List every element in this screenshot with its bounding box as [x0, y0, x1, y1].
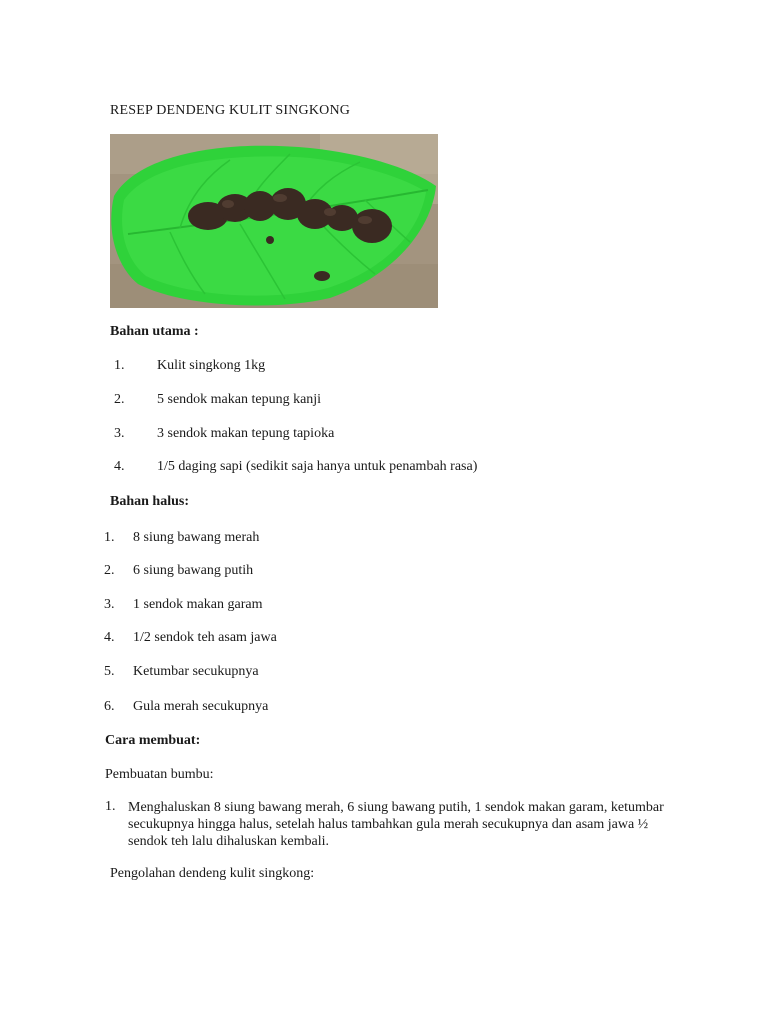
list-text: Gula merah secukupnya — [133, 699, 269, 714]
list-text: Ketumbar secukupnya — [133, 664, 259, 679]
bahan-halus-heading: Bahan halus: — [110, 494, 189, 509]
list-text: 1/2 sendok teh asam jawa — [133, 630, 277, 645]
list-number: 5. — [104, 664, 115, 679]
list-number: 3. — [114, 426, 125, 441]
list-number: 4. — [114, 459, 125, 474]
list-text: 8 siung bawang merah — [133, 530, 260, 545]
list-number: 2. — [104, 563, 115, 578]
list-number: 1. — [114, 358, 125, 373]
pembuatan-bumbu-subheading: Pembuatan bumbu: — [105, 767, 214, 782]
list-number: 1. — [104, 530, 115, 545]
list-number: 2. — [114, 392, 125, 407]
pengolahan-subheading: Pengolahan dendeng kulit singkong: — [110, 866, 315, 881]
list-number: 4. — [104, 630, 115, 645]
recipe-title: RESEP DENDENG KULIT SINGKONG — [110, 103, 351, 118]
list-text: Kulit singkong 1kg — [157, 358, 266, 373]
cara-membuat-heading: Cara membuat: — [105, 733, 201, 748]
list-number: 6. — [104, 699, 115, 714]
list-text: 1 sendok makan garam — [133, 597, 263, 612]
list-text: 6 siung bawang putih — [133, 563, 254, 578]
step-number: 1. — [105, 799, 116, 814]
recipe-photo — [110, 134, 438, 308]
list-number: 3. — [104, 597, 115, 612]
list-text: 1/5 daging sapi (sedikit saja hanya untuk penambah rasa) — [157, 459, 478, 474]
bahan-utama-heading: Bahan utama : — [110, 324, 199, 339]
list-text: 3 sendok makan tepung tapioka — [157, 426, 335, 441]
step-text: Menghaluskan 8 siung bawang merah, 6 siung bawang putih, 1 sendok makan garam, ketumbar secukupnya hingga halus, setelah halus tambahkan gula merah secukupnya dan asam jawa ½ sendok teh lalu dihaluskan kembali. — [128, 800, 664, 849]
list-text: 5 sendok makan tepung kanji — [157, 392, 322, 407]
